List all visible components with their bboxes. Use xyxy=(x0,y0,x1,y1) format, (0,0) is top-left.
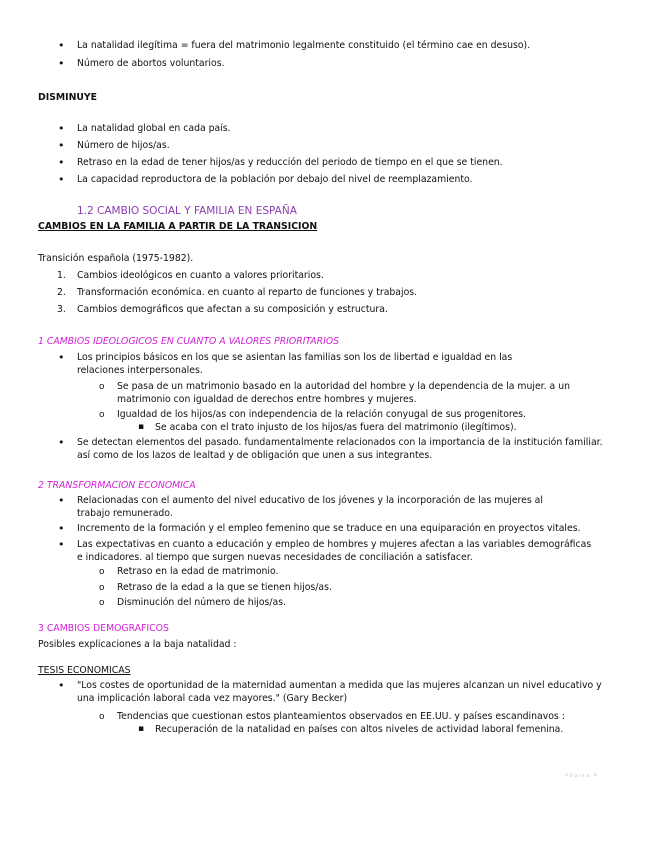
sub-list-item: o Igualdad de los hijos/as con independencia de la relación conyugal de sus progenitores. xyxy=(117,409,617,422)
numbered-item xyxy=(57,287,617,300)
list-item: • Número de abortos voluntarios. xyxy=(77,58,617,71)
item-text: Cambios demográficos que afectan a su composición y estructura. xyxy=(77,304,388,315)
sub-list-item: o Retraso en la edad de matrimonio. xyxy=(117,566,597,579)
list-item: • Las expectativas en cuanto a educación y empleo de hombres y mujeres afectan a las variables demográficas e indicadores. al tiempo que surgen nuevas necesidades de conciliación a satisfacer. xyxy=(77,539,597,564)
section-title: 1.2 CAMBIO SOCIAL Y FAMILIA EN ESPAÑA xyxy=(77,205,297,217)
section-intro: Posibles explicaciones a la baja natalidad : xyxy=(38,639,237,650)
subsection-title-ideologicos: 1 CAMBIOS IDEOLOGICOS EN CUANTO A VALORES PRIORITARIOS xyxy=(38,336,340,347)
numbered-item xyxy=(57,304,617,317)
subsection-title-economica: 2 TRANSFORMACION ECONOMICA xyxy=(38,480,196,491)
sub-list-item: o Retraso de la edad a la que se tienen hijos/as. xyxy=(117,582,597,595)
sub-sub-list-item: ▪ Recuperación de la natalidad en países con altos niveles de actividad laboral femenina. xyxy=(155,724,615,737)
section-subtitle: CAMBIOS EN LA FAMILIA A PARTIR DE LA TRANSICION xyxy=(38,221,318,232)
item-text: Cambios ideológicos en cuanto a valores prioritarios. xyxy=(77,270,324,281)
sub-list-item: o Disminución del número de hijos/as. xyxy=(117,597,597,610)
list-item: • Retraso en la edad de tener hijos/as y reducción del periodo de tiempo en el que se tienen. xyxy=(77,157,617,170)
list-item: • Relacionadas con el aumento del nivel educativo de los jóvenes y la incorporación de las mujeres al trabajo remunerado. xyxy=(77,495,577,520)
tesis-title: TESIS ECONOMICAS xyxy=(38,665,131,676)
item-number: 1. xyxy=(57,270,66,281)
item-number: 2. xyxy=(57,287,66,298)
list-item: • Los principios básicos en los que se asientan las familias son los de libertad e igualdad en las relaciones interpersonales. xyxy=(77,352,547,377)
item-number: 3. xyxy=(57,304,66,315)
list-item: • La natalidad ilegítima = fuera del matrimonio legalmente constituido (el término cae en desuso). xyxy=(77,40,617,53)
transition-intro: Transición española (1975-1982). xyxy=(38,253,194,264)
subsection-title-demograficos: 3 CAMBIOS DEMOGRAFICOS xyxy=(38,623,169,634)
section-heading-disminuye: DISMINUYE xyxy=(38,92,97,103)
sub-sub-list-item: ▪ Se acaba con el trato injusto de los hijos/as fuera del matrimonio (ilegítimos). xyxy=(155,422,615,435)
list-item: • "Los costes de oportunidad de la maternidad aumentan a medida que las mujeres alcanzan un nivel educativo y una implicación laboral cada vez mayores." (Gary Becker) xyxy=(77,680,617,705)
list-item: • La capacidad reproductora de la población por debajo del nivel de reemplazamiento. xyxy=(77,174,617,187)
list-item: • Incremento de la formación y el empleo femenino que se traduce en una equiparación en proyectos vitales. xyxy=(77,523,617,536)
page-number: Página 4 xyxy=(565,773,599,779)
item-text: Transformación económica. en cuanto al reparto de funciones y trabajos. xyxy=(77,287,418,298)
sub-list-item: o Se pasa de un matrimonio basado en la autoridad del hombre y la dependencia de la mujer. a un matrimonio con igualdad de derechos entre hombres y mujeres. xyxy=(117,381,617,406)
sub-list-item: o Tendencias que cuestionan estos planteamientos observados en EE.UU. y países escandinavos : xyxy=(117,711,617,724)
numbered-item xyxy=(57,270,617,283)
list-item: • La natalidad global en cada país. xyxy=(77,123,617,136)
list-item: • Número de hijos/as. xyxy=(77,140,617,153)
list-item: • Se detectan elementos del pasado. fundamentalmente relacionados con la importancia de la institución familiar. así como de los lazos de lealtad y de obligación que unen a sus integrantes. xyxy=(77,437,617,462)
